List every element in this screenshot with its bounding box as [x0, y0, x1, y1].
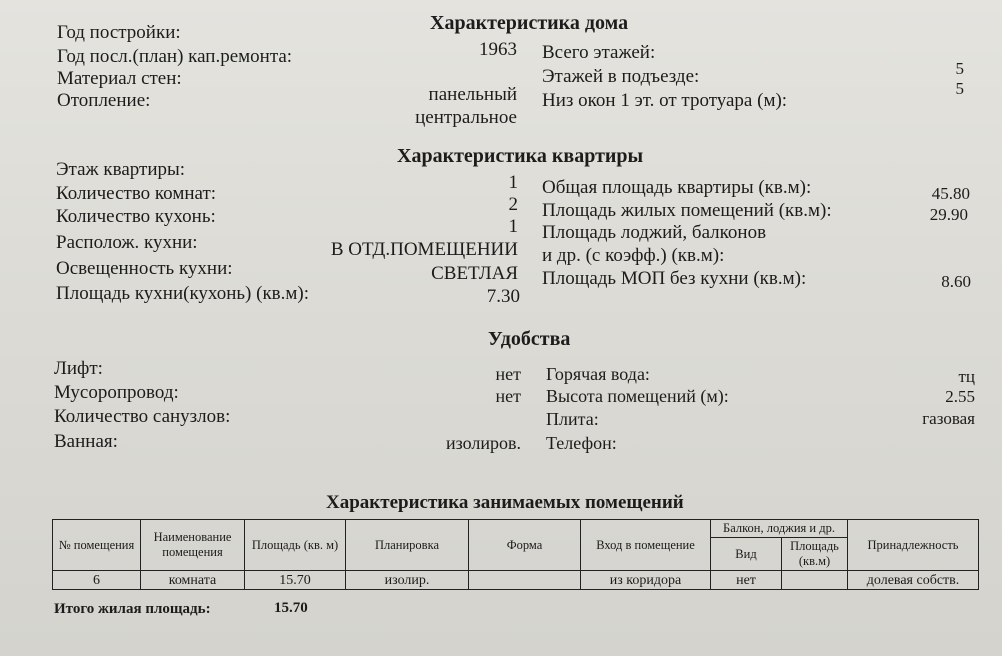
cell-room-number: 6 [53, 571, 141, 590]
header-ownership: Принадлежность [848, 520, 979, 571]
house-year-built-label: Год постройки: [57, 22, 181, 43]
amenity-bath-label: Ванная: [54, 431, 118, 452]
amenity-hot-water-label: Горячая вода: [546, 364, 650, 384]
apartment-rooms-count-label: Количество комнат: [56, 183, 217, 204]
apartment-kitchens-count-label: Количество кухонь: [56, 206, 216, 227]
table-row [53, 571, 979, 590]
amenity-ceiling-height-value: 2.55 [945, 387, 975, 406]
header-room-name: Наименование помещения [141, 520, 245, 571]
cell-balcony-type: нет [711, 571, 782, 590]
apartment-kitchen-light-label: Освещенность кухни: [56, 258, 233, 279]
rooms-table [52, 519, 979, 590]
apartment-living-area-label: Площадь жилых помещений (кв.м): [542, 200, 832, 221]
amenity-bath-value: изолиров. [445, 433, 521, 453]
rooms-section-title: Характеристика занимаемых помещений [326, 492, 684, 513]
header-balcony-group: Балкон, лоджия и др. [711, 520, 848, 538]
total-living-area-label: Итого жилая площадь: [54, 601, 211, 617]
apartment-kitchen-area-label: Площадь кухни(кухонь) (кв.м): [56, 283, 310, 304]
house-repair-year-value: 1963 [479, 39, 517, 60]
amenity-elevator-label: Лифт: [54, 358, 103, 379]
apartment-common-area-label: Площадь МОП без кухни (кв.м): [542, 268, 807, 289]
total-living-area-value: 15.70 [274, 600, 308, 616]
house-section-title: Характеристика дома [430, 12, 629, 34]
header-room-layout: Планировка [346, 520, 469, 571]
amenity-elevator-value: нет [495, 364, 521, 384]
cell-room-form [469, 571, 581, 590]
apartment-floor-label: Этаж квартиры: [56, 159, 186, 180]
house-entrance-floors-label: Этажей в подъезде: [542, 66, 700, 87]
house-entrance-floors-value: 5 [955, 59, 964, 78]
amenity-stove-label: Плита: [546, 409, 599, 429]
cell-room-name: комната [141, 571, 245, 590]
house-heating-label: Отопление: [57, 90, 151, 111]
apartment-kitchen-area-value: СВЕТЛАЯ [431, 263, 518, 284]
apartment-living-area-value: 29.90 [929, 205, 968, 224]
amenity-garbage-chute-value: нет [495, 386, 521, 406]
apartment-kitchen-light-value: В ОТД.ПОМЕЩЕНИИ [330, 239, 518, 260]
apartment-kitchens-count-value: 2 [508, 194, 518, 215]
apartment-rooms-count-value: 1 [508, 172, 518, 193]
apartment-extra-value: 7.30 [486, 286, 520, 307]
house-extra-value: центральное [415, 107, 517, 128]
amenity-ceiling-height-label: Высота помещений (м): [546, 386, 729, 406]
cell-room-entry: из коридора [581, 571, 711, 590]
house-total-floors-label: Всего этажей: [542, 42, 656, 63]
header-balcony-area: Площадь (кв.м) [782, 538, 848, 571]
amenity-stove-value: газовая [922, 409, 975, 428]
house-wall-material-label: Материал стен: [57, 68, 182, 89]
cell-room-layout: изолир. [346, 571, 469, 590]
header-room-entry: Вход в помещение [581, 520, 711, 571]
header-balcony-type: Вид [711, 538, 782, 571]
house-window-height-label: Низ окон 1 эт. от тротуара (м): [542, 90, 788, 111]
header-room-number: № помещения [53, 520, 141, 571]
amenity-garbage-chute-label: Мусоропровод: [54, 382, 179, 403]
apartment-kitchen-location-label: Располож. кухни: [56, 232, 198, 253]
apartment-total-area-label: Общая площадь квартиры (кв.м): [542, 177, 812, 198]
apartment-balcony-coef-label: и др. (с коэфф.) (кв.м): [542, 245, 725, 266]
house-repair-year-label: Год посл.(план) кап.ремонта: [57, 46, 293, 67]
house-window-height-value: 5 [955, 79, 964, 98]
apartment-kitchen-location-value: 1 [508, 216, 518, 237]
cell-room-area: 15.70 [245, 571, 346, 590]
apartment-section-title: Характеристика квартиры [397, 145, 644, 167]
amenities-section-title: Удобства [488, 328, 571, 350]
house-heating-value: панельный [428, 84, 517, 105]
cell-balcony-area [782, 571, 848, 590]
header-room-form: Форма [469, 520, 581, 571]
header-room-area: Площадь (кв. м) [245, 520, 346, 571]
apartment-common-area-value: 8.60 [941, 272, 971, 291]
cell-ownership: долевая собств. [848, 571, 979, 590]
apartment-balcony-area-label: Площадь лоджий, балконов [542, 222, 767, 243]
apartment-total-area-value: 45.80 [931, 184, 970, 203]
amenity-phone-label: Телефон: [546, 433, 617, 453]
amenity-bathrooms-count-label: Количество санузлов: [54, 406, 231, 427]
amenity-hot-water-value: тц [958, 367, 975, 386]
